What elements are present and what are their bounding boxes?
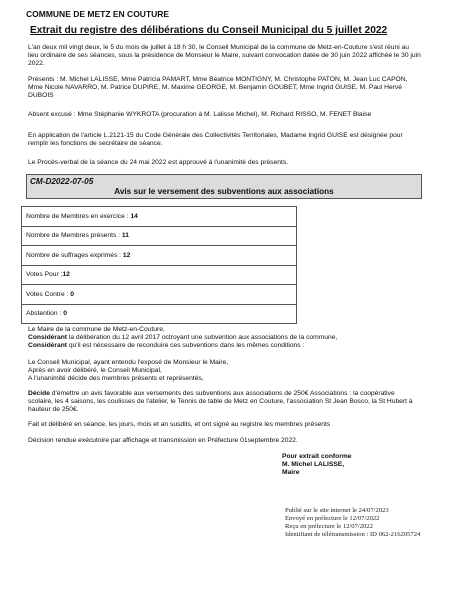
- publication-line: Reçu en préfecture le 12/07/2022: [285, 523, 373, 530]
- considerant-line: [28, 334, 421, 342]
- vote-label: Votes Pour :: [26, 271, 63, 279]
- table-row: [22, 304, 297, 324]
- commune-name: COMMUNE DE METZ EN COUTURE: [26, 9, 170, 19]
- signature-line: Pour extrait conforme: [282, 453, 352, 460]
- deliberation-title: Avis sur le versement des subventions aux associations: [114, 187, 334, 196]
- vote-cell: [22, 304, 297, 324]
- conseil-line: A l'unanimité décide des membres présents et représentés,: [28, 375, 204, 383]
- considerant-keyword: Considérant: [28, 342, 68, 350]
- conseil-block: [28, 359, 421, 383]
- absents-paragraph: Absent excusé : Mme Stéphanie WYKROTA (procuration à M. Lalisse Michel), M. Richard RISSO, M. FENET Blaise: [28, 111, 372, 118]
- deliberation-header: [26, 174, 422, 199]
- decide-paragraph: [28, 390, 421, 414]
- vote-value: 14: [130, 212, 138, 220]
- deliberation-code: CM-D2022-07-05: [30, 177, 94, 186]
- table-row: [22, 226, 297, 246]
- fait-paragraph: Fait et délibéré en séance, les jours, mois et an susdits, et ont signé au registre les membres présents: [28, 421, 331, 428]
- vote-label: Nombre de Membres présents :: [26, 232, 122, 240]
- publication-line: Publié sur le site internet le 24/07/2023: [285, 507, 389, 514]
- execution-paragraph: Décision rendue exécutoire par affichage et transmission en Préfecture 01septembre 2022.: [28, 437, 298, 444]
- vote-value: 0: [63, 310, 67, 318]
- vote-label: Nombre de Membres en exercice :: [26, 212, 131, 220]
- vote-cell: [22, 207, 297, 227]
- table-row: [22, 207, 297, 227]
- signature-role: Maire: [282, 469, 300, 477]
- vote-value: 11: [121, 232, 129, 240]
- vote-label: Votes Contre :: [26, 290, 71, 298]
- conseil-line: Le Conseil Municipal, ayant entendu l'exposé de Monsieur le Maire,: [28, 359, 229, 366]
- vote-cell: [22, 265, 297, 285]
- signature-name: M. Michel LALISSE,: [282, 461, 345, 469]
- publication-block: [285, 507, 420, 539]
- publication-line: Identifiant de télétransmission : ID 062-216205724: [285, 531, 421, 538]
- considerants-block: [28, 326, 421, 350]
- secretaire-paragraph: En application de l'article L.2121-15 du Code Générale des Collectivités Territoriales, Madame Ingrid GUISE est désignée pour remplir les fonctions de secrétaire de séance.: [28, 132, 403, 148]
- publication-line: Envoyé en préfecture le 12/07/2022: [285, 515, 380, 522]
- maire-line: Le Maire de la commune de Metz-en-Couture,: [28, 326, 165, 333]
- vote-cell: [22, 226, 297, 246]
- considerant-line: [28, 342, 421, 350]
- page-title: Extrait du registre des délibérations du Conseil Municipal du 5 juillet 2022: [30, 25, 388, 36]
- signature-block: [282, 453, 352, 477]
- decide-text: d'émettre un avis favorable aux versements des subventions aux associations de 250€ Associations : la coopérative scolaire, les 4 saisons, les coulisses de l'atelier, le Tennis de table de Metz en Couture, l'association St Jean Bosco, la St Hubert à hauteur de 250€.: [28, 390, 413, 414]
- vote-value: 12: [62, 271, 70, 279]
- vote-cell: [22, 246, 297, 266]
- votes-table: [21, 206, 297, 324]
- conseil-line: Après en avoir délibéré, le Conseil Municipal,: [28, 367, 162, 375]
- decide-keyword: Décide: [28, 390, 50, 397]
- intro-paragraph: L'an deux mil vingt deux, le 5 du mois de juillet à 18 h 30, le Conseil Municipal de la commune de Metz-en-Couture s'est réuni au lieu ordinaire de ses séances, sous la présidence de Monsieur le Maire, suivant convocation datée de 30 juin 2022 affichée le 30 juin 2022.: [28, 44, 421, 68]
- pv-paragraph: Le Procès-verbal de la séance du 24 mai 2022 est approuvé à l'unanimité des présents.: [28, 159, 289, 166]
- table-row: [22, 246, 297, 266]
- vote-label: Nombre de suffrages exprimés :: [26, 251, 123, 259]
- vote-cell: [22, 285, 297, 305]
- table-row: [22, 285, 297, 305]
- vote-value: 0: [70, 290, 74, 298]
- presents-paragraph: Présents : M. Michel LALISSE, Mme Patricia PAMART, Mme Béatrice MONTIGNY, M. Christophe PATON, M. Jean Luc CAPON, Mme Nicole NAVARRO, M. Patrice DUPIRE, M. Maxime GEORGE, M. Benjamin GOUBET, Mme Ingrid GUISE, M. Paul Hervé DUBOIS: [28, 76, 408, 100]
- considerant-text: la délibération du 12 avril 2017 octroyant une subvention aux associations de la commune,: [67, 334, 338, 342]
- vote-label: Abstention :: [26, 310, 64, 318]
- vote-value: 12: [122, 251, 131, 259]
- considerant-text: qu'il est nécessaire de reconduire ces subventions dans les mêmes conditions :: [67, 342, 305, 350]
- considerant-keyword: Considérant: [28, 334, 68, 342]
- table-row: [22, 265, 297, 285]
